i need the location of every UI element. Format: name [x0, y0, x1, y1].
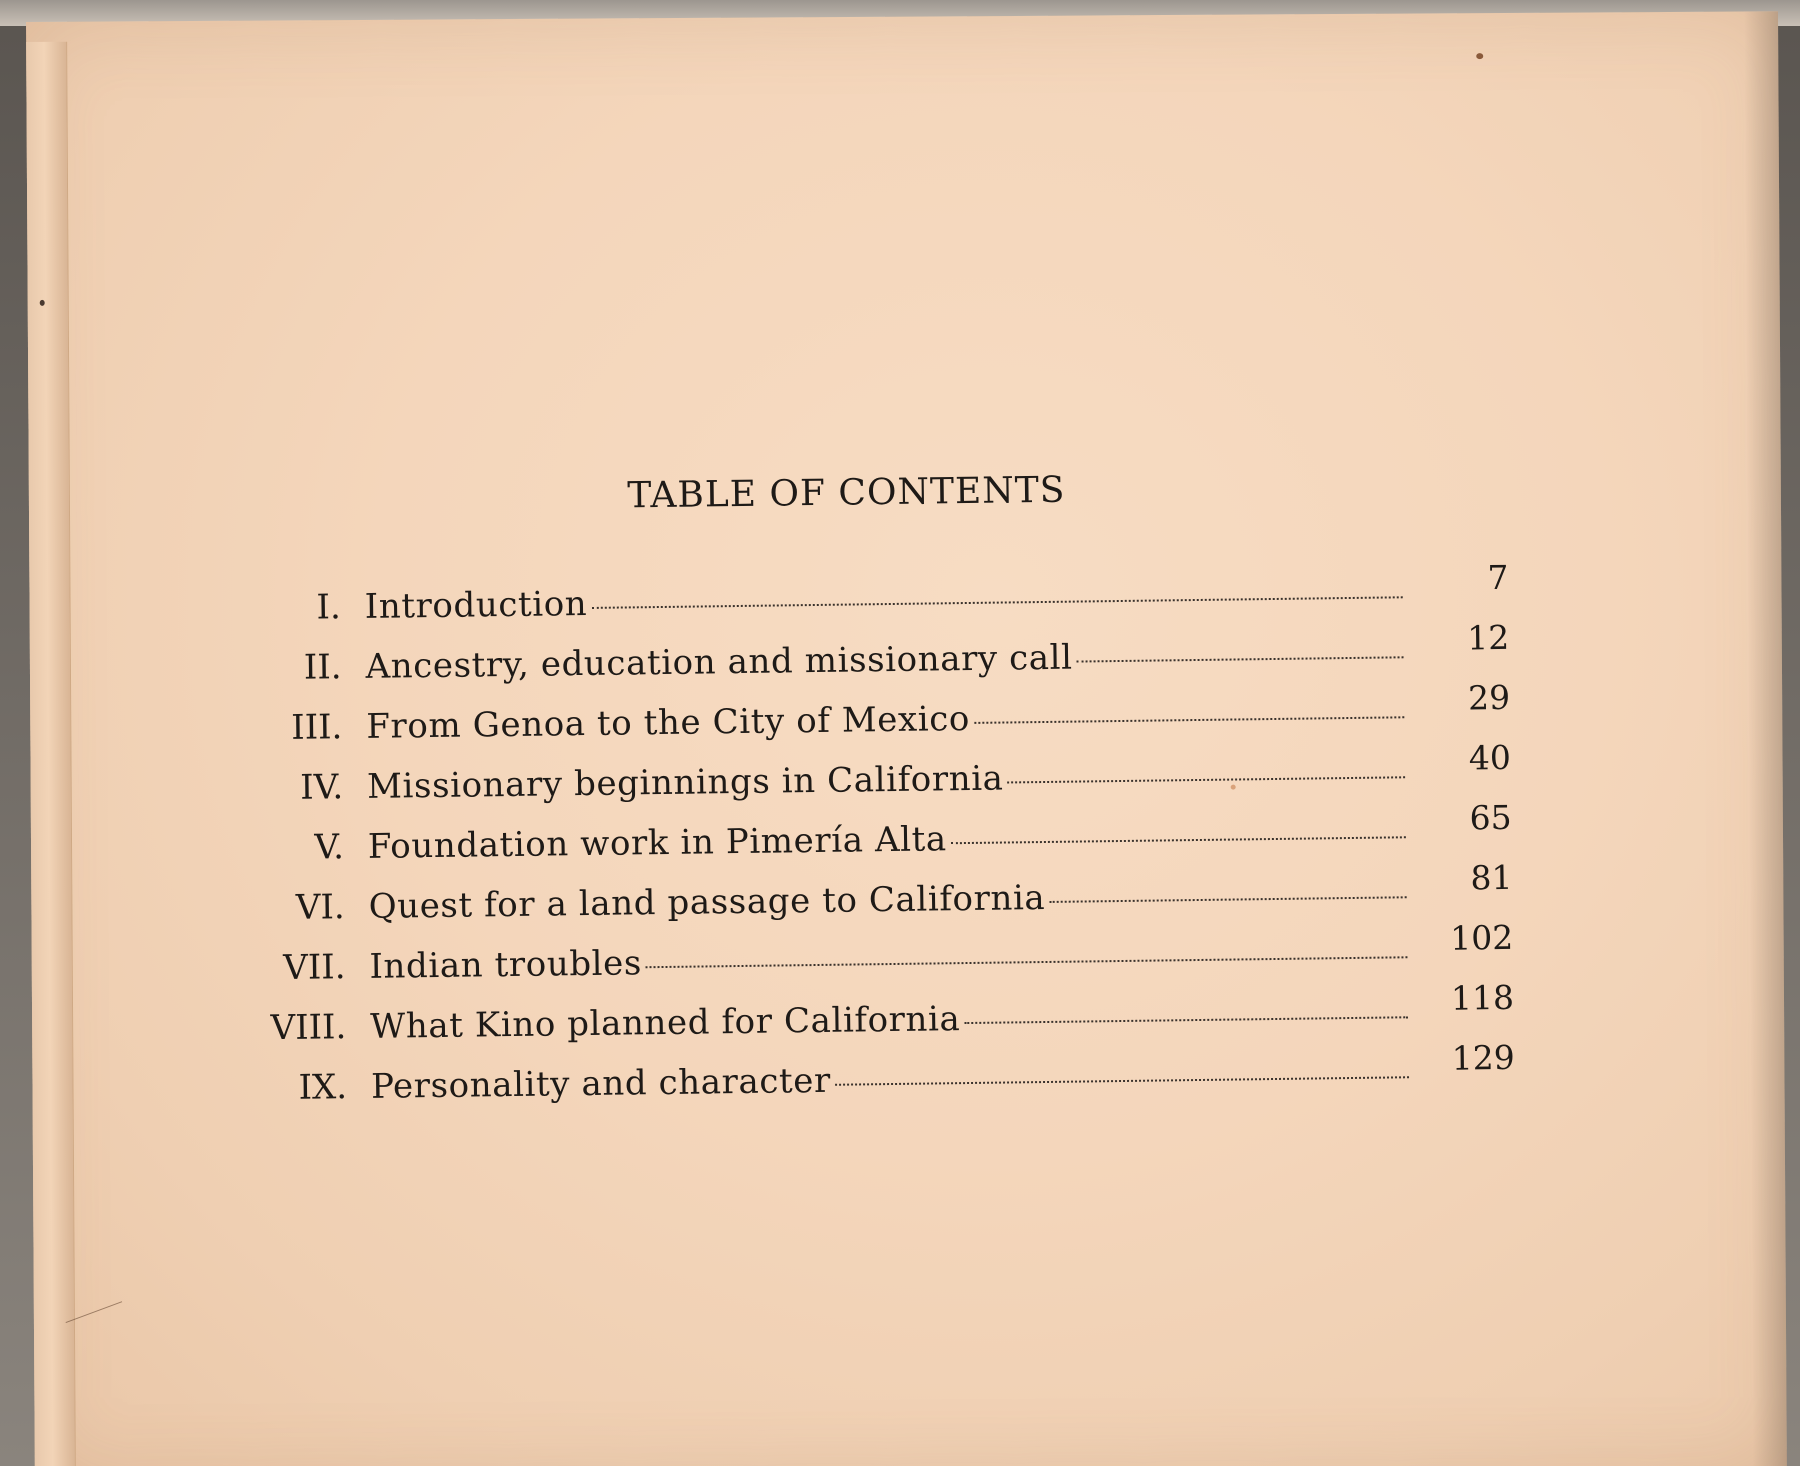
chapter-numeral: VII.	[282, 947, 346, 988]
dot-leader	[964, 1016, 1408, 1024]
dot-leader	[1077, 656, 1404, 662]
dot-leader	[951, 836, 1406, 844]
dot-leader	[1008, 776, 1406, 783]
dot-leader	[974, 716, 1404, 724]
chapter-numeral: IV.	[300, 767, 344, 808]
book-page	[26, 11, 1787, 1466]
chapter-title: Introduction	[364, 583, 588, 627]
chapter-numeral: IX.	[298, 1067, 348, 1108]
chapter-numeral: V.	[314, 827, 345, 868]
page-number: 81	[1470, 857, 1513, 898]
chapter-title: Indian troubles	[369, 943, 643, 987]
toc-heading: TABLE OF CONTENTS	[627, 469, 1066, 517]
dot-leader	[1049, 896, 1406, 903]
toc-list	[229, 557, 1516, 1129]
chapter-title: Foundation work in Pimería Alta	[367, 819, 947, 867]
chapter-numeral: VIII.	[270, 1007, 347, 1049]
chapter-title: Personality and character	[370, 1060, 832, 1107]
page-number: 7	[1487, 557, 1509, 598]
chapter-title: Quest for a land passage to California	[368, 878, 1046, 927]
chapter-title: Missionary beginnings in California	[366, 758, 1004, 807]
dot-leader	[835, 1076, 1409, 1086]
chapter-numeral: VI.	[295, 887, 345, 928]
chapter-title: From Genoa to the City of Mexico	[366, 698, 971, 747]
chapter-title: What Kino planned for California	[370, 999, 961, 1047]
chapter-title: Ancestry, education and missionary call	[365, 637, 1073, 687]
chapter-numeral: I.	[316, 587, 342, 628]
dot-leader	[646, 956, 1408, 968]
toc-content	[21, 5, 1792, 1466]
page-number: 40	[1468, 737, 1512, 778]
page-number: 65	[1469, 797, 1512, 838]
dot-leader	[591, 596, 1402, 609]
page-number: 12	[1467, 617, 1510, 658]
page-number: 29	[1467, 677, 1511, 718]
chapter-numeral: III.	[290, 707, 343, 748]
chapter-numeral: II.	[303, 647, 342, 688]
page-number: 102	[1449, 917, 1514, 958]
page-number: 118	[1450, 977, 1515, 1018]
page-number: 129	[1451, 1037, 1516, 1078]
